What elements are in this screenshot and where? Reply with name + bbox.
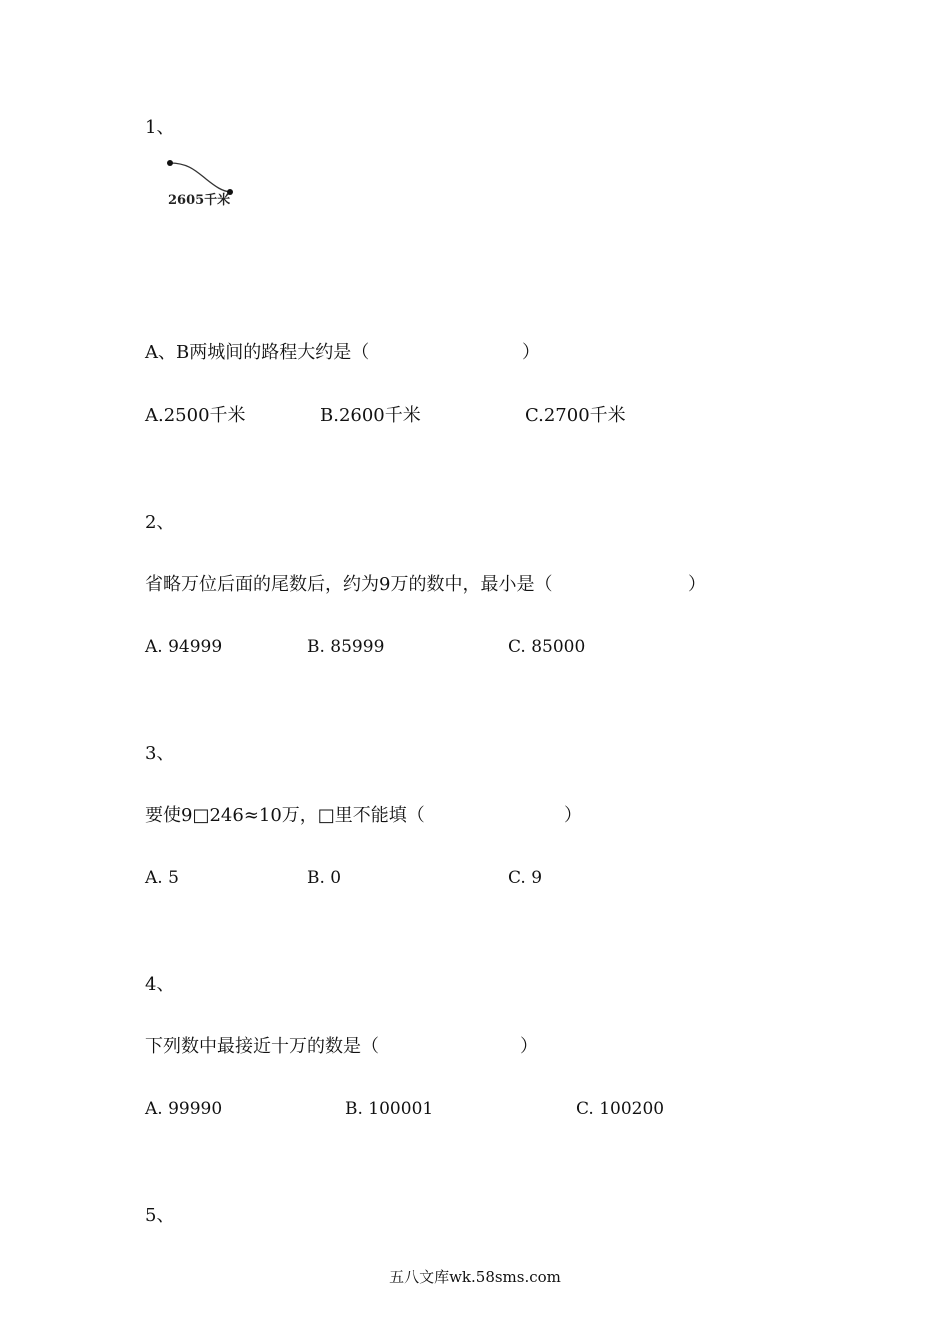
route-curve-icon	[160, 155, 250, 195]
option-a[interactable]: A. 94999	[145, 637, 223, 657]
option-c[interactable]: C. 85000	[508, 637, 586, 657]
answer-blank-close: ）	[522, 342, 540, 363]
option-a[interactable]: A. 99990	[145, 1099, 223, 1119]
answer-blank-close: ）	[520, 1036, 538, 1057]
answer-blank-close: ）	[564, 805, 582, 826]
option-c[interactable]: C. 9	[508, 868, 543, 888]
question-prompt: A、B两城间的路程大约是（	[145, 342, 370, 363]
route-figure	[160, 155, 250, 215]
option-c[interactable]: C. 100200	[576, 1099, 665, 1119]
city-a-point	[167, 160, 173, 166]
question-number: 3、	[145, 743, 175, 764]
question-prompt: 要使9□246≈10万，□里不能填（	[145, 805, 425, 826]
footer-watermark: 五八文库wk.58sms.com	[389, 1268, 561, 1286]
question-prompt: 省略万位后面的尾数后，约为9万的数中，最小是（	[145, 574, 553, 595]
option-b[interactable]: B.2600千米	[320, 405, 421, 426]
option-c[interactable]: C.2700千米	[525, 405, 626, 426]
option-b[interactable]: B. 85999	[307, 637, 385, 657]
option-b[interactable]: B. 0	[307, 868, 342, 888]
question-prompt: 下列数中最接近十万的数是（	[145, 1036, 379, 1057]
route-distance-label: 2605千米	[168, 193, 231, 208]
question-number: 4、	[145, 974, 175, 995]
option-a[interactable]: A. 5	[145, 868, 179, 888]
option-b[interactable]: B. 100001	[345, 1099, 434, 1119]
question-number: 5、	[145, 1205, 175, 1226]
question-number: 2、	[145, 512, 175, 533]
question-number: 1、	[145, 117, 175, 138]
answer-blank-close: ）	[688, 574, 706, 595]
option-a[interactable]: A.2500千米	[145, 405, 246, 426]
